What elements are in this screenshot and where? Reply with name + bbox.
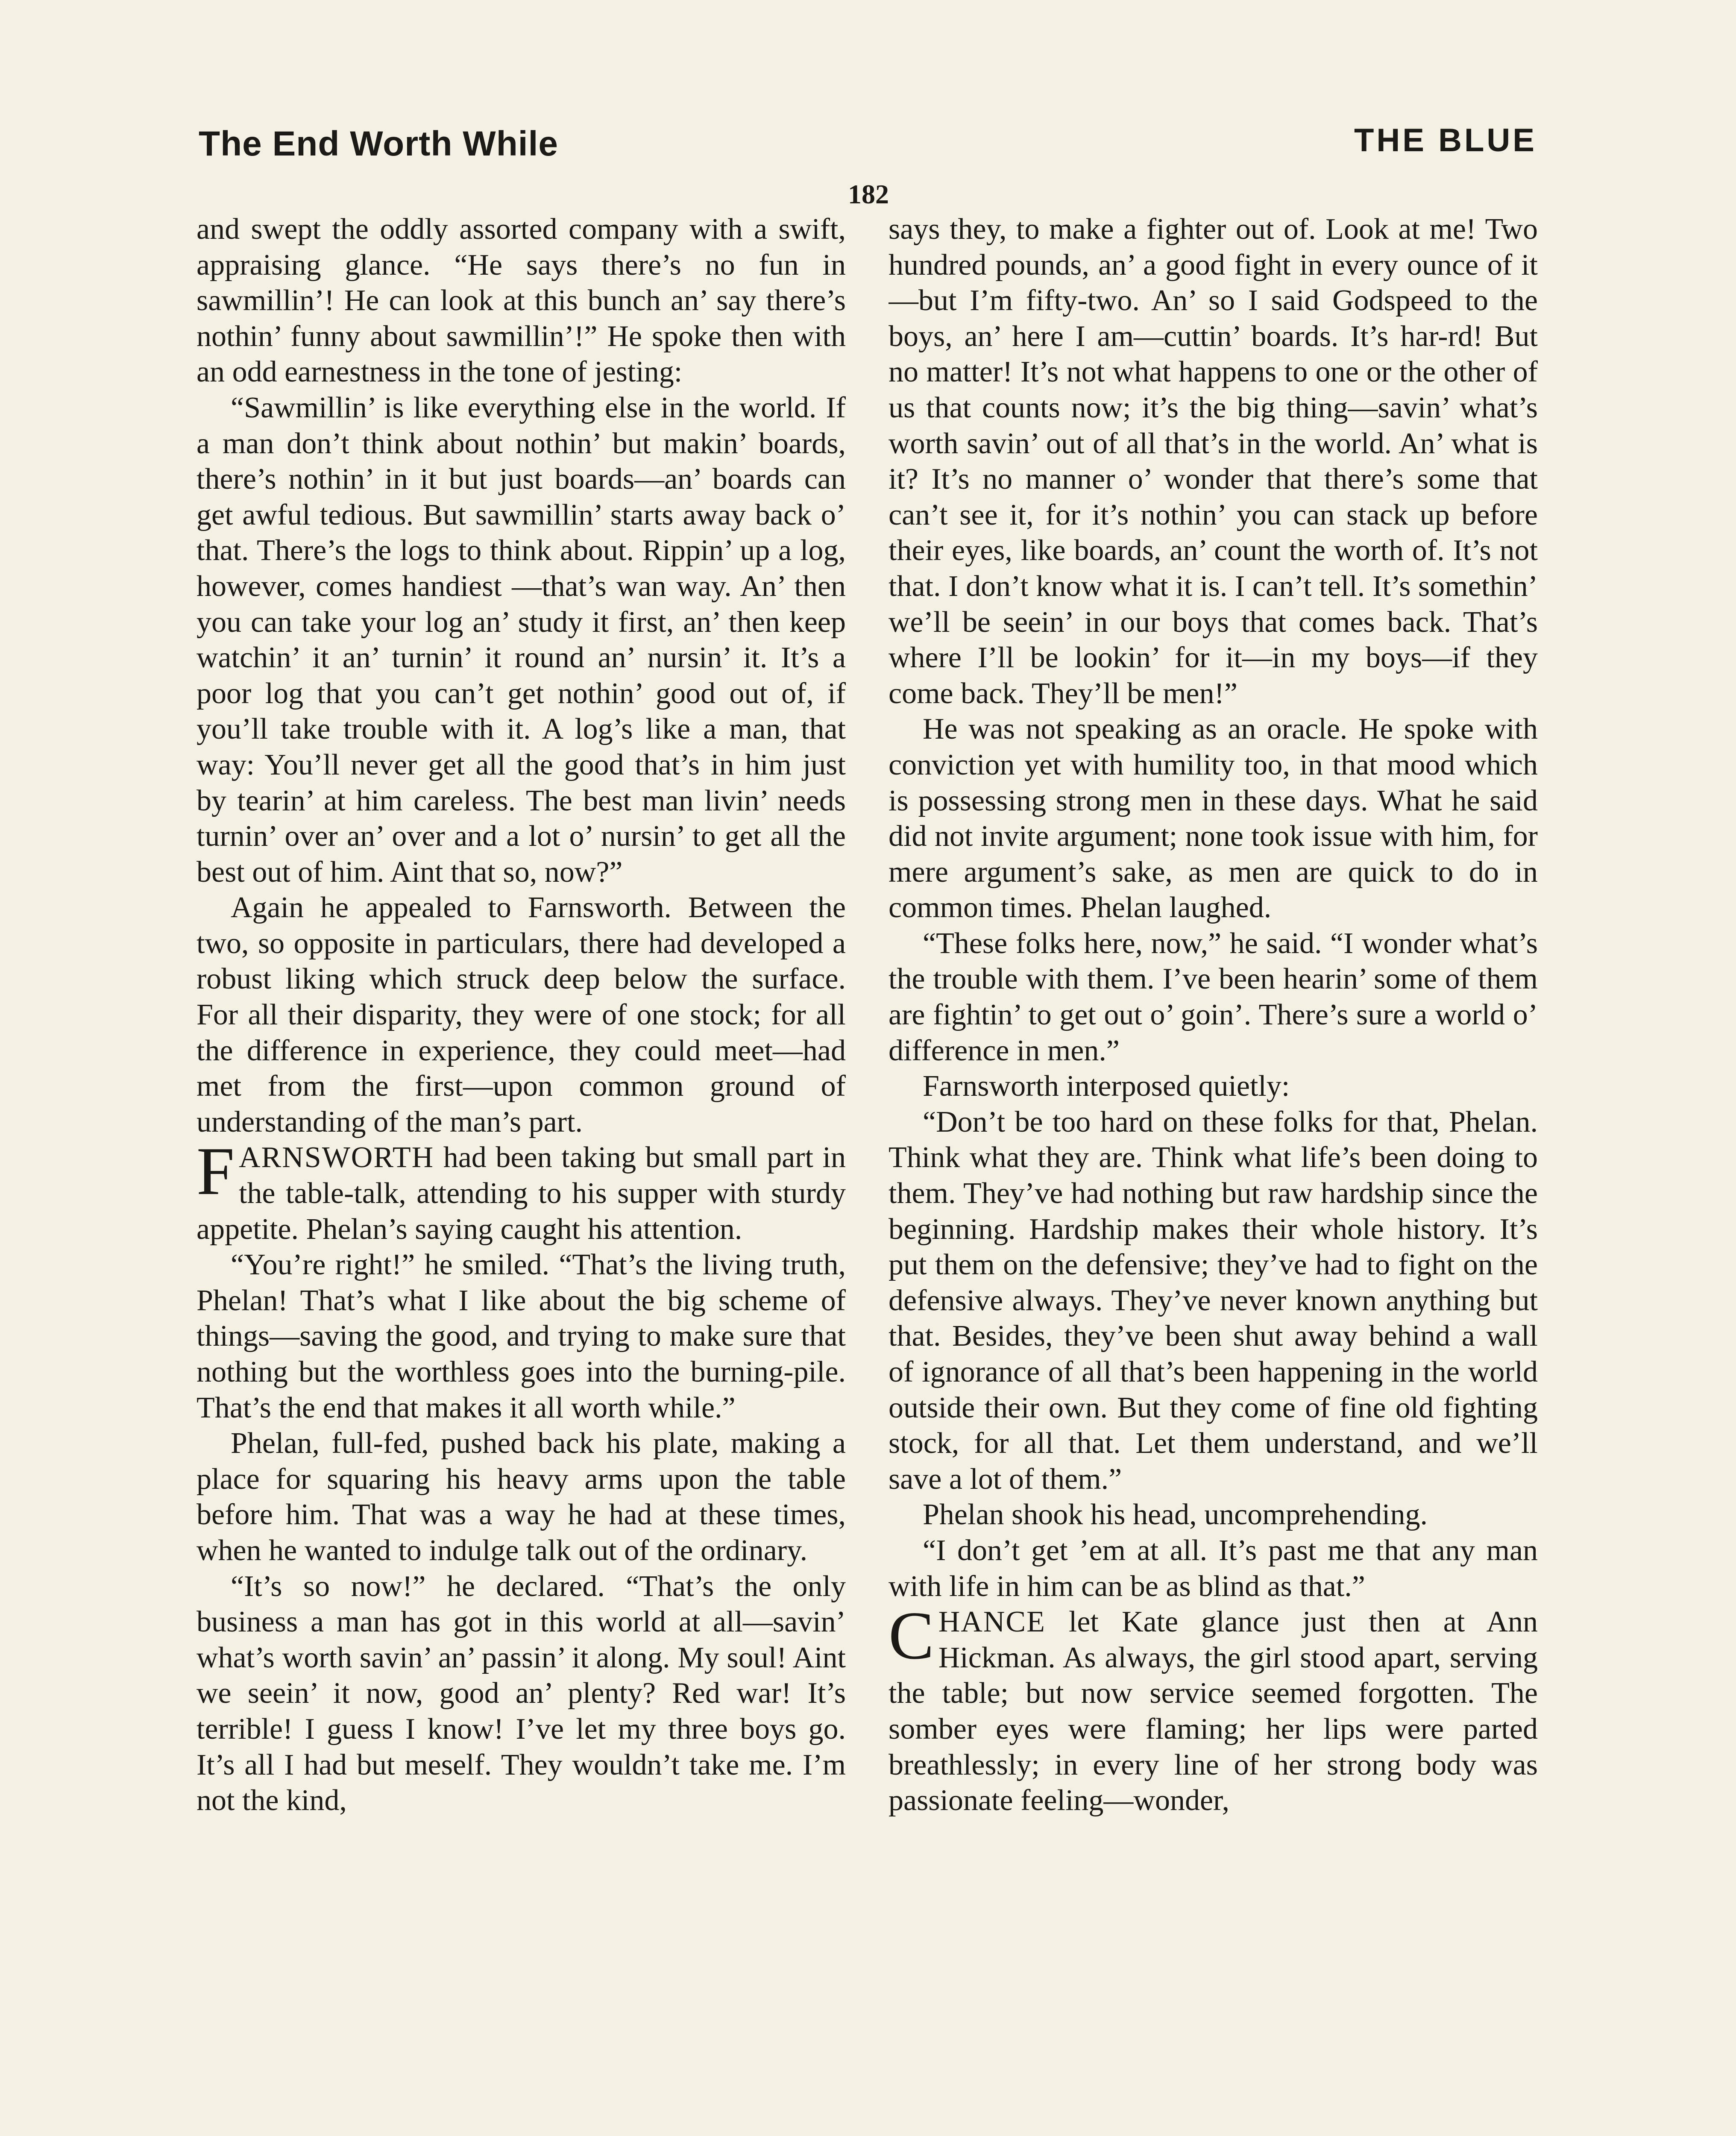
left-column — [196, 211, 846, 2136]
drop-cap: F — [196, 1133, 235, 1209]
section-lead-word: ARNSWORTH — [238, 1141, 434, 1174]
paragraph: “It’s so now!” he declared. “That’s the only business a man has got in this world at all—savin’ what’s worth savin’ an’ passin’ it along. My soul! Aint we seein’ it now, good an’ plenty? Red war! It’s terrible! I guess I know! I’ve let my three boys go. It’s all I had but meself. They wouldn’t take me. I’m not the kind, — [196, 1570, 846, 1817]
paragraph: He was not speaking as an oracle. He spoke with conviction yet with humility too, in that mood which is possessing strong men in these days. What he said did not invite argument; none took issue with him, for mere argument’s sake, as men are quick to do in common times. Phelan laughed. — [889, 713, 1538, 924]
paragraph: Phelan shook his head, uncomprehending. — [923, 1498, 1428, 1532]
drop-cap: C — [889, 1597, 934, 1674]
paragraph: “I don’t get ’em at all. It’s past me that any man with life in him can be as blind as that.” — [889, 1534, 1538, 1603]
paragraph: and swept the oddly assorted company with a swift, appraising glance. “He says there’s no fun in sawmillin’! He can look at this bunch an’ say there’s nothin’ funny about sawmillin’!” He spoke then with an odd earnestness in the tone of jesting: — [196, 213, 846, 389]
section-opening-paragraph — [196, 1133, 846, 1247]
paragraph: “Sawmillin’ is like everything else in the world. If a man don’t think about nothin’ but makin’ boards, there’s nothin’ in it but just boards—an’ boards can get awful tedious. But sawmillin’ starts away back o’ that. There’s the logs to think about. Rippin’ up a log, however, comes handiest —that’s wan way. An’ then you can take your log an’ study it first, an’ then keep watchin’ it an’ turnin’ it round an’ nursin’ it. It’s a poor log that you can’t get nothin’ good out of, if you’ll take trouble with it. A log’s like a man, that way: You’ll never get all the good that’s in him just by tearin’ at him careless. The best man livin’ needs turnin’ over an’ over and a lot o’ nursin’ to get all the best out of him. Aint that so, now?” — [196, 391, 846, 889]
paragraph: Again he appealed to Farnsworth. Between the two, so opposite in particulars, there had developed a robust liking which struck deep below the surface. For all their disparity, they were of one stock; for all the difference in experience, they could meet—had met from the first—upon common ground of understanding of the man’s part. — [196, 891, 846, 1138]
section-lead-word: HANCE — [938, 1605, 1046, 1639]
paragraph: Phelan, full-fed, pushed back his plate, making a place for squaring his heavy arms upon the table before him. That was a way he had at these times, when he wanted to indulge talk out of the ordinary. — [196, 1427, 846, 1567]
section-opening-text: let Kate glance just then at Ann Hickman. As always, the girl stood apart, serving the table; but now service seemed forgotten. The somber eyes were flaming; her lips were parted breathlessly; in every line of her strong body was passionate feeling—wonder, — [889, 1605, 1538, 1817]
paragraph: says they, to make a fighter out of. Look at me! Two hundred pounds, an’ a good fight in every ounce of it—but I’m fifty-two. An’ so I said Godspeed to the boys, an’ here I am—cuttin’ boards. It’s har-rd! But no matter! It’s not what happens to one or the other of us that counts now; it’s the big thing—savin’ what’s worth savin’ out of all that’s in the world. An’ what is it? It’s no manner o’ wonder that there’s some that can’t see it, for it’s nothin’ you can stack up before their eyes, like boards, an’ count the worth of. It’s not that. I don’t know what it is. I can’t tell. It’s somethin’ we’ll be seein’ in our boys that comes back. That’s where I’ll be lookin’ for it—in my boys—if they come back. They’ll be men!” — [889, 213, 1538, 710]
page-number: 182 — [848, 179, 889, 209]
paragraph: Farnsworth interposed quietly: — [923, 1070, 1290, 1103]
paragraph: “Don’t be too hard on these folks for that, Phelan. Think what they are. Think what life’s been doing to them. They’ve had nothing but raw hardship since the beginning. Hardship makes their whole history. It’s put them on the defensive; they’ve had to fight on the defensive always. They’ve never known anything but that. Besides, they’ve been shut away behind a wall of ignorance of all that’s been happening in the world outside their own. But they come of fine old fighting stock, for all that. Let them understand, and we’ll save a lot of them.” — [889, 1105, 1538, 1496]
section-opening-text: had been taking but small part in the table-talk, attending to his supper with sturdy appetite. Phelan’s saying caught his attention. — [196, 1141, 846, 1246]
paragraph: “You’re right!” he smiled. “That’s the living truth, Phelan! That’s what I like about the big scheme of things—saving the good, and trying to make sure that nothing but the worthless goes into the burning-pile. That’s the end that makes it all worth while.” — [196, 1248, 846, 1424]
paragraph: “These folks here, now,” he said. “I wonder what’s the trouble with them. I’ve been hearin’ some of them are fightin’ to get out o’ goin’. There’s sure a world o’ difference in men.” — [889, 927, 1538, 1067]
magazine-name: THE BLUE — [1354, 122, 1537, 158]
section-opening-paragraph — [889, 1597, 1538, 1819]
right-column — [889, 211, 1538, 2136]
story-title: The End Worth While — [199, 124, 558, 163]
